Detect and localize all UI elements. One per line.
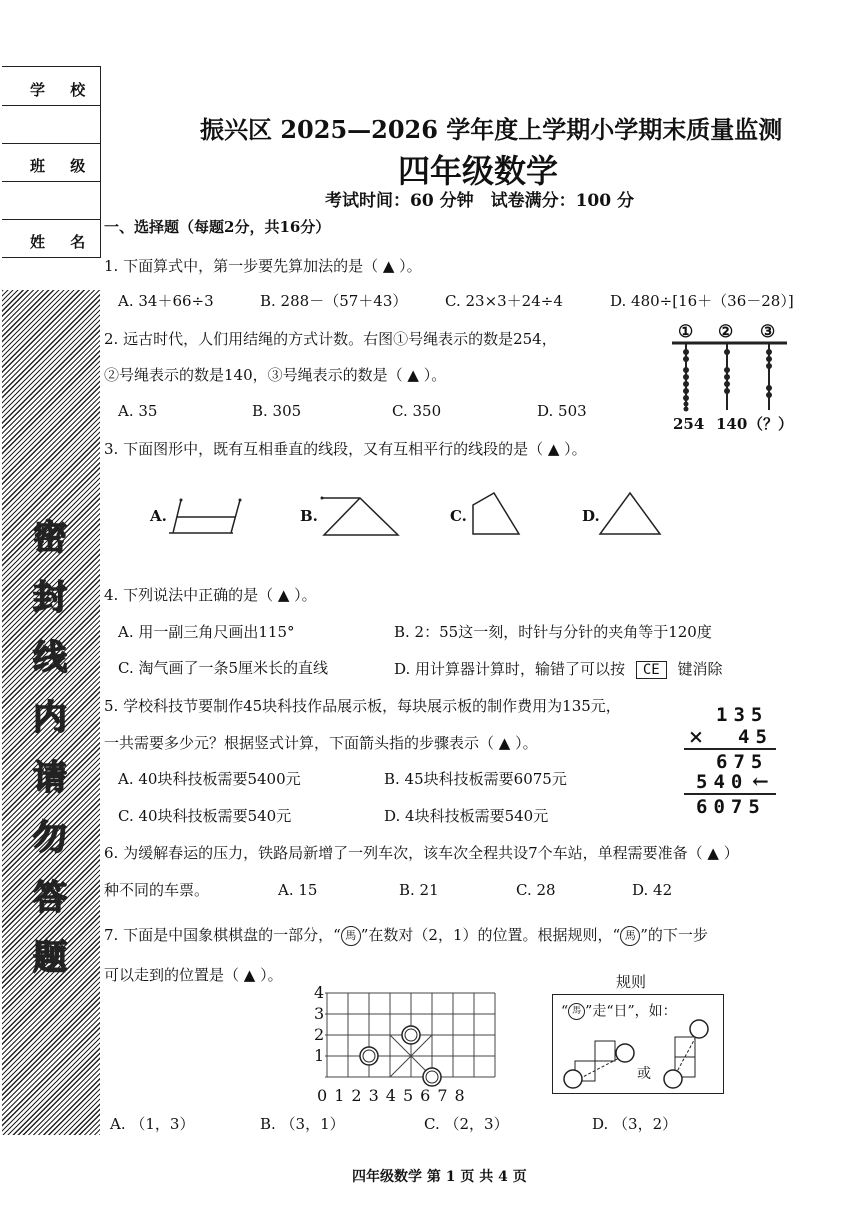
x-tick: 1 xyxy=(334,1086,345,1105)
question-7-stem xyxy=(104,926,708,946)
q2-option-c[interactable]: C. 350 xyxy=(392,402,442,420)
seal-char: 内 xyxy=(33,698,67,738)
rule-title: 规则 xyxy=(616,973,647,991)
class-label: 班 级 xyxy=(30,157,96,175)
parallelogram-figure xyxy=(165,497,245,537)
rope-label-1: ① xyxy=(678,322,694,342)
exam-title: 振兴区 2025—2026 学年度上学期小学期末质量监测 xyxy=(200,115,783,144)
y-tick-2: 2 xyxy=(314,1025,325,1044)
student-info-box xyxy=(2,66,101,258)
q1-option-d[interactable]: D. 480÷[16＋（36－28）] xyxy=(610,292,794,310)
q1-option-b[interactable]: B. 288－（57＋43） xyxy=(260,292,408,310)
calc-arrow: ← xyxy=(752,769,769,793)
y-tick-1: 1 xyxy=(314,1046,325,1065)
x-tick: 7 xyxy=(437,1086,448,1105)
calc-rule xyxy=(684,793,776,795)
exam-info: 考试时间：60 分钟 试卷满分：100 分 xyxy=(325,191,634,211)
x-tick: 2 xyxy=(351,1086,362,1105)
q4-option-d[interactable] xyxy=(394,661,722,679)
horse-piece-icon: 馬 xyxy=(620,926,640,946)
question-7-stem-cont: 可以走到的位置是（ ▲ ）。 xyxy=(104,966,283,984)
q1-option-c[interactable]: C. 23×3＋24÷4 xyxy=(445,292,563,310)
school-label: 学 校 xyxy=(30,81,96,99)
rule-text-body: 走“日”，如： xyxy=(592,1003,677,1020)
q7-option-c[interactable]: C. （2，3） xyxy=(424,1115,509,1133)
q3-option-d[interactable]: D. xyxy=(582,507,600,525)
x-tick: 4 xyxy=(385,1086,396,1105)
x-tick: 6 xyxy=(420,1086,431,1105)
calc-result: 6075 xyxy=(696,796,766,818)
q2-option-a[interactable]: A. 35 xyxy=(118,402,158,420)
q5-option-b[interactable]: B. 45块科技板需要6075元 xyxy=(384,770,567,788)
q5-option-d[interactable]: D. 4块科技板需要540元 xyxy=(384,807,549,825)
divider xyxy=(2,105,100,106)
rule-box xyxy=(552,994,724,1094)
q7-stem-part1: 7. 下面是中国象棋棋盘的一部分，“ xyxy=(104,926,341,944)
rope-value-1: 254 xyxy=(673,415,705,433)
q4-option-d-text-end: 键消除 xyxy=(677,660,723,678)
horse-piece-icon: 馬 xyxy=(341,926,361,946)
q4-option-c[interactable]: C. 淘气画了一条5厘米长的直线 xyxy=(118,659,329,677)
q7-option-b[interactable]: B. （3，1） xyxy=(260,1115,345,1133)
q7-stem-part3: ”的下一步 xyxy=(640,926,708,944)
x-tick: 3 xyxy=(368,1086,379,1105)
q5-option-c[interactable]: C. 40块科技板需要540元 xyxy=(118,807,292,825)
knot-rope-diagram xyxy=(672,340,792,415)
x-axis-ticks xyxy=(317,1086,465,1105)
question-2-stem: 2. 远古时代，人们用结绳的方式计数。右图①号绳表示的数是254， xyxy=(104,330,557,348)
q3-option-c[interactable]: C. xyxy=(450,507,467,525)
q3-option-b[interactable]: B. xyxy=(300,507,318,525)
q4-option-a[interactable]: A. 用一副三角尺画出115° xyxy=(118,623,295,641)
page-title: 四年级数学 xyxy=(398,152,559,190)
quadrilateral-figure xyxy=(468,490,528,540)
chessboard-grid xyxy=(320,990,500,1080)
divider xyxy=(2,219,100,220)
question-6-stem-cont: 种不同的车票。 xyxy=(104,881,210,899)
x-tick: 0 xyxy=(317,1086,328,1105)
horse-piece-icon: 馬 xyxy=(568,1003,585,1020)
q4-option-b[interactable]: B. 2：55这一刻，时针与分针的夹角等于120度 xyxy=(394,623,712,641)
rope-label-2: ② xyxy=(718,322,734,342)
name-label: 姓 名 xyxy=(30,233,96,251)
calc-multiplicand: 135 xyxy=(716,704,769,726)
seal-char: 线 xyxy=(33,638,67,678)
q7-stem-part2: ”在数对（2，1）的位置。根据规则，“ xyxy=(360,926,621,944)
seal-char: 答 xyxy=(33,878,67,918)
question-6-stem: 6. 为缓解春运的压力，铁路局新增了一列车次，该车次全程共设7个车站，单程需要准备（ ▲ ） xyxy=(104,844,739,862)
question-3-stem: 3. 下面图形中，既有互相垂直的线段，又有互相平行的线段的是（ ▲ ）。 xyxy=(104,440,587,458)
page-footer: 四年级数学 第 1 页 共 4 页 xyxy=(352,1169,527,1185)
q7-option-d[interactable]: D. （3，2） xyxy=(592,1115,678,1133)
calc-partial-1: 675 xyxy=(716,751,769,773)
seal-char: 请 xyxy=(33,758,67,798)
calc-partial-2: 540 xyxy=(696,771,749,793)
question-5-stem: 5. 学校科技节要制作45块科技作品展示板，每块展示板的制作费用为135元， xyxy=(104,697,621,715)
rope-label-3: ③ xyxy=(760,322,776,342)
question-4-stem: 4. 下列说法中正确的是（ ▲ ）。 xyxy=(104,586,317,604)
q7-option-a[interactable]: A. （1，3） xyxy=(110,1115,195,1133)
seal-char: 封 xyxy=(33,578,67,618)
q3-option-a[interactable]: A. xyxy=(150,507,167,525)
question-5-stem-cont: 一共需要多少元？根据竖式计算，下面箭头指的步骤表示（ ▲ ）。 xyxy=(104,734,538,752)
right-triangle-figure xyxy=(320,495,400,540)
q5-option-a[interactable]: A. 40块科技板需要5400元 xyxy=(118,770,301,788)
q6-option-c[interactable]: C. 28 xyxy=(516,881,556,899)
divider xyxy=(2,181,100,182)
q6-option-d[interactable]: D. 42 xyxy=(632,881,673,899)
y-tick-3: 3 xyxy=(314,1004,325,1023)
q4-option-d-text: D. 用计算器计算时，输错了可以按 xyxy=(394,660,626,678)
divider xyxy=(2,143,100,144)
rule-or: 或 xyxy=(637,1066,651,1082)
x-tick: 5 xyxy=(402,1086,414,1105)
question-1-stem: 1. 下面算式中，第一步要先算加法的是（ ▲ ）。 xyxy=(104,257,422,275)
seal-char: 题 xyxy=(33,938,67,978)
ce-key: CE xyxy=(636,661,667,679)
calc-operator: × xyxy=(688,726,704,748)
seal-char: 密 xyxy=(33,518,67,558)
calc-multiplier: 45 xyxy=(738,726,773,748)
rope-value-3: （？） xyxy=(748,415,794,433)
x-tick: 8 xyxy=(454,1086,465,1105)
triangle-figure xyxy=(598,490,663,540)
q2-option-d[interactable]: D. 503 xyxy=(537,402,587,420)
y-tick-4: 4 xyxy=(314,983,325,1002)
calc-rule xyxy=(684,748,776,750)
q2-option-b[interactable]: B. 305 xyxy=(252,402,302,420)
q1-option-a[interactable]: A. 34＋66÷3 xyxy=(118,292,214,310)
q6-option-a[interactable]: A. 15 xyxy=(278,881,318,899)
q6-option-b[interactable]: B. 21 xyxy=(399,881,439,899)
rule-text: “ 馬 ”走“日”，如： xyxy=(561,1003,677,1020)
rope-value-2: 140 xyxy=(716,415,748,433)
question-2-stem-cont: ②号绳表示的数是140，③号绳表示的数是（ ▲ ）。 xyxy=(104,366,447,384)
section-heading: 一、选择题（每题2分，共16分） xyxy=(104,218,331,236)
seal-char: 勿 xyxy=(33,818,67,858)
